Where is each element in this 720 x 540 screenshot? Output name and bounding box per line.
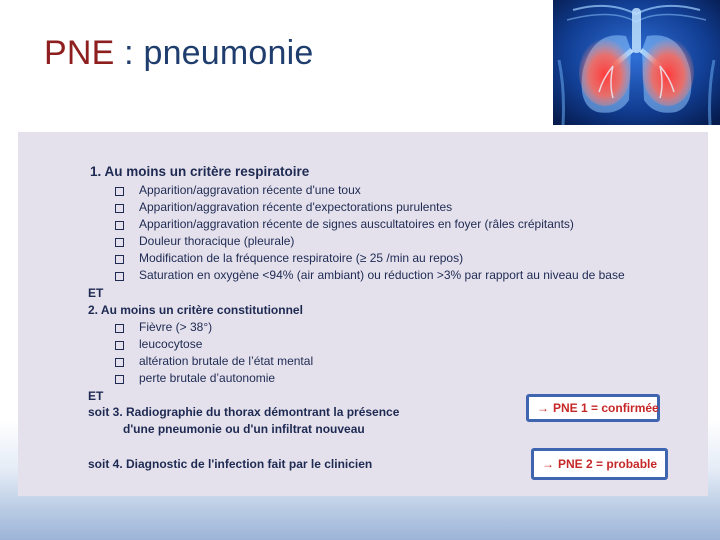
- checkbox-icon: [115, 187, 124, 196]
- const-item-3: altération brutale de l’état mental: [139, 354, 314, 368]
- checkbox-icon: [115, 375, 124, 384]
- slide-title: [44, 34, 314, 73]
- resp-item-2: Apparition/aggravation récente d'expectorations purulentes: [139, 200, 453, 214]
- et-connector-1: ET: [88, 286, 104, 300]
- pne2-label: PNE 2 = probable: [558, 457, 658, 471]
- resp-item-1: Apparition/aggravation récente d'une toux: [139, 183, 361, 197]
- et-connector-2: ET: [88, 389, 104, 403]
- lungs-illustration: [553, 0, 720, 125]
- criterion-1-heading: 1. Au moins un critère respiratoire: [90, 164, 310, 179]
- resp-item-6: Saturation en oxygène <94% (air ambiant) ou réduction >3% par rapport au niveau de base: [139, 268, 625, 282]
- const-item-2: leucocytose: [139, 337, 203, 351]
- title-text: : pneumonie: [114, 34, 314, 72]
- checkbox-icon: [115, 341, 124, 350]
- resp-item-3: Apparition/aggravation récente de signes auscultatoires en foyer (râles crépitants): [139, 217, 574, 231]
- const-item-1: Fièvre (> 38°): [139, 320, 213, 334]
- arrow-right-icon: →: [537, 401, 549, 415]
- criterion-4: soit 4. Diagnostic de l'infection fait par le clinicien: [88, 457, 373, 471]
- pne2-probable-badge: [531, 448, 668, 480]
- checkbox-icon: [115, 358, 124, 367]
- checkbox-icon: [115, 255, 124, 264]
- title-abbreviation: PNE: [44, 34, 115, 72]
- criterion-3-line-2: d'une pneumonie ou d'un infiltrat nouveau: [123, 422, 365, 436]
- criterion-2-heading: 2. Au moins un critère constitutionnel: [88, 303, 303, 317]
- checkbox-icon: [115, 238, 124, 247]
- checkbox-icon: [115, 324, 124, 333]
- checkbox-icon: [115, 272, 124, 281]
- resp-item-5: Modification de la fréquence respiratoire (≥ 25 /min au repos): [139, 251, 464, 265]
- pne1-label: PNE 1 = confirmée: [553, 401, 659, 415]
- checkbox-icon: [115, 204, 124, 213]
- checkbox-icon: [115, 221, 124, 230]
- pne1-confirmed-badge: [526, 394, 660, 422]
- criterion-3-line-1: soit 3. Radiographie du thorax démontrant la présence: [88, 405, 400, 419]
- criteria-panel: [18, 132, 708, 496]
- resp-item-4: Douleur thoracique (pleurale): [139, 234, 295, 248]
- arrow-right-icon: →: [542, 457, 554, 471]
- const-item-4: perte brutale d’autonomie: [139, 371, 276, 385]
- lungs-icon: [553, 0, 720, 125]
